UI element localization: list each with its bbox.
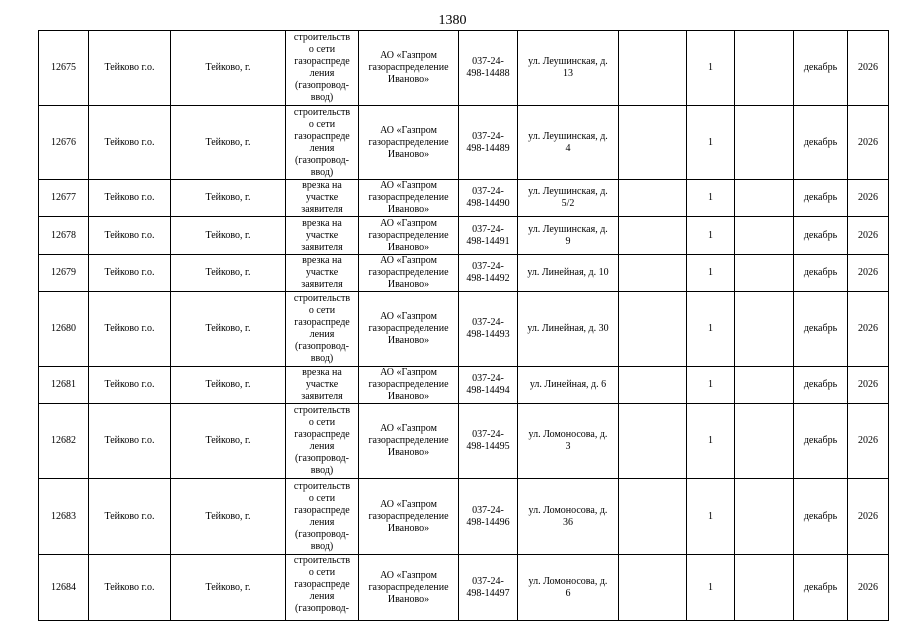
work-type-cell bbox=[286, 106, 359, 180]
address-cell-line: ул. Леушинская, д. bbox=[528, 223, 608, 235]
address-cell-line: 9 bbox=[565, 235, 571, 247]
code-cell-line: 037-24- bbox=[472, 130, 504, 142]
code-cell-line: 037-24- bbox=[472, 223, 504, 235]
work-type-cell-line: строительств bbox=[293, 405, 351, 416]
district-cell: Тейково г.о. bbox=[89, 31, 171, 106]
count-cell: 1 bbox=[687, 255, 735, 292]
address-cell bbox=[518, 292, 619, 367]
month-cell: декабрь bbox=[794, 367, 848, 404]
work-type-cell-line: участке bbox=[305, 229, 339, 241]
address-cell-line: 6 bbox=[565, 587, 571, 599]
work-type-cell-line: ления bbox=[309, 591, 335, 602]
work-type-cell-line: заявителя bbox=[301, 241, 343, 253]
empty-cell bbox=[735, 180, 794, 217]
empty-cell bbox=[735, 217, 794, 255]
work-type-cell-line: о сети bbox=[308, 417, 336, 428]
code-cell-line: 498-14488 bbox=[466, 68, 510, 79]
code-cell-line: 498-14491 bbox=[466, 235, 510, 247]
code-cell-line: 037-24- bbox=[472, 429, 504, 440]
empty-cell bbox=[735, 555, 794, 621]
organization-cell-line: газораспределение bbox=[368, 136, 449, 148]
work-type-cell-line: (газопровод- bbox=[295, 80, 349, 91]
address-cell-line: ул. Ломоносова, д. bbox=[528, 429, 608, 440]
record-number-cell: 12676 bbox=[39, 106, 89, 180]
organization-cell-line: АО «Газпром bbox=[380, 367, 437, 378]
month-cell: декабрь bbox=[794, 479, 848, 555]
organization-cell bbox=[359, 31, 459, 106]
organization-cell-line: Иваново» bbox=[387, 391, 430, 402]
empty-cell bbox=[619, 367, 687, 404]
organization-cell bbox=[359, 106, 459, 180]
work-type-cell-line: заявителя bbox=[301, 391, 343, 402]
work-type-cell-line: газораспреде bbox=[294, 504, 350, 516]
organization-cell-line: газораспределение bbox=[368, 192, 449, 203]
record-number-cell: 12678 bbox=[39, 217, 89, 255]
organization-cell-line: Иваново» bbox=[387, 335, 430, 346]
organization-cell-line: АО «Газпром bbox=[380, 124, 437, 136]
month-cell: декабрь bbox=[794, 555, 848, 621]
code-cell bbox=[459, 106, 518, 180]
year-cell: 2026 bbox=[848, 292, 889, 367]
work-type-cell-line: строительств bbox=[293, 555, 351, 566]
code-cell bbox=[459, 555, 518, 621]
code-cell-line: 037-24- bbox=[472, 261, 504, 272]
organization-cell-line: АО «Газпром bbox=[380, 498, 437, 510]
work-type-cell-line: ввод) bbox=[310, 540, 334, 552]
district-cell: Тейково г.о. bbox=[89, 479, 171, 555]
code-cell-line: 498-14494 bbox=[466, 385, 510, 396]
record-number-cell: 12677 bbox=[39, 180, 89, 217]
organization-cell-line: газораспределение bbox=[368, 435, 449, 446]
organization-cell bbox=[359, 217, 459, 255]
code-cell-line: 037-24- bbox=[472, 186, 504, 197]
work-type-cell-line: ления bbox=[309, 516, 335, 528]
year-cell: 2026 bbox=[848, 106, 889, 180]
code-cell-line: 498-14492 bbox=[466, 273, 510, 284]
month-cell: декабрь bbox=[794, 292, 848, 367]
work-type-cell bbox=[286, 180, 359, 217]
count-cell: 1 bbox=[687, 479, 735, 555]
address-cell-line: ул. Леушинская, д. bbox=[528, 186, 608, 197]
table-row bbox=[39, 180, 889, 217]
work-type-cell-line: газораспреде bbox=[294, 429, 350, 440]
work-type-cell-line: ления bbox=[309, 142, 335, 154]
record-number-cell: 12683 bbox=[39, 479, 89, 555]
table-row bbox=[39, 479, 889, 555]
organization-cell-line: АО «Газпром bbox=[380, 423, 437, 434]
record-number-cell: 12681 bbox=[39, 367, 89, 404]
district-cell: Тейково г.о. bbox=[89, 106, 171, 180]
empty-cell bbox=[619, 255, 687, 292]
code-cell-line: 037-24- bbox=[472, 56, 504, 67]
empty-cell bbox=[619, 31, 687, 106]
empty-cell bbox=[735, 31, 794, 106]
table-row bbox=[39, 106, 889, 180]
year-cell: 2026 bbox=[848, 367, 889, 404]
address-cell-line: ул. Линейная, д. 10 bbox=[527, 267, 609, 278]
month-cell: декабрь bbox=[794, 404, 848, 479]
record-number-cell: 12675 bbox=[39, 31, 89, 106]
table-row bbox=[39, 555, 889, 621]
work-type-cell-line: ления bbox=[309, 441, 335, 452]
count-cell: 1 bbox=[687, 217, 735, 255]
record-number-cell: 12679 bbox=[39, 255, 89, 292]
work-type-cell-line: ввод) bbox=[310, 92, 334, 103]
organization-cell bbox=[359, 404, 459, 479]
count-cell: 1 bbox=[687, 106, 735, 180]
table-row bbox=[39, 255, 889, 292]
address-cell-line: ул. Линейная, д. 6 bbox=[529, 379, 607, 390]
work-type-cell-line: газораспреде bbox=[294, 317, 350, 328]
address-cell bbox=[518, 367, 619, 404]
code-cell-line: 037-24- bbox=[472, 373, 504, 384]
empty-cell bbox=[735, 255, 794, 292]
month-cell: декабрь bbox=[794, 31, 848, 106]
organization-cell bbox=[359, 479, 459, 555]
code-cell bbox=[459, 31, 518, 106]
work-type-cell-line: ления bbox=[309, 329, 335, 340]
district-cell: Тейково г.о. bbox=[89, 255, 171, 292]
organization-cell-line: АО «Газпром bbox=[380, 255, 437, 266]
address-cell-line: 4 bbox=[565, 142, 571, 154]
table-row bbox=[39, 367, 889, 404]
table-row bbox=[39, 31, 889, 106]
district-cell: Тейково г.о. bbox=[89, 367, 171, 404]
code-cell bbox=[459, 479, 518, 555]
locality-cell: Тейково, г. bbox=[171, 106, 286, 180]
address-cell-line: 5/2 bbox=[561, 198, 575, 209]
address-cell bbox=[518, 404, 619, 479]
empty-cell bbox=[735, 404, 794, 479]
table-row bbox=[39, 404, 889, 479]
work-type-cell-line: (газопровод- bbox=[295, 341, 349, 352]
work-type-cell-line: заявителя bbox=[301, 204, 343, 215]
organization-cell-line: АО «Газпром bbox=[380, 180, 437, 191]
record-number-cell: 12680 bbox=[39, 292, 89, 367]
work-type-cell-line: (газопровод- bbox=[295, 453, 349, 464]
code-cell bbox=[459, 292, 518, 367]
organization-cell-line: АО «Газпром bbox=[380, 569, 437, 581]
work-type-cell-line: о сети bbox=[308, 44, 336, 55]
organization-cell-line: газораспределение bbox=[368, 62, 449, 73]
address-cell bbox=[518, 106, 619, 180]
organization-cell-line: АО «Газпром bbox=[380, 217, 437, 229]
year-cell: 2026 bbox=[848, 217, 889, 255]
code-cell-line: 498-14493 bbox=[466, 329, 510, 340]
code-cell-line: 498-14496 bbox=[466, 516, 510, 528]
count-cell: 1 bbox=[687, 555, 735, 621]
organization-cell-line: Иваново» bbox=[387, 593, 430, 605]
address-cell bbox=[518, 479, 619, 555]
address-cell-line: ул. Ломоносова, д. bbox=[528, 504, 608, 516]
address-cell-line: 36 bbox=[563, 516, 573, 528]
district-cell: Тейково г.о. bbox=[89, 180, 171, 217]
organization-cell-line: газораспределение bbox=[368, 323, 449, 334]
work-type-cell bbox=[286, 479, 359, 555]
work-type-cell-line: участке bbox=[305, 267, 339, 278]
year-cell: 2026 bbox=[848, 31, 889, 106]
work-type-cell bbox=[286, 367, 359, 404]
work-type-cell bbox=[286, 404, 359, 479]
count-cell: 1 bbox=[687, 180, 735, 217]
work-type-cell-line: строительств bbox=[293, 293, 351, 304]
work-type-cell-line: ввод) bbox=[310, 353, 334, 364]
address-cell-line: ул. Ломоносова, д. bbox=[528, 575, 608, 587]
month-cell: декабрь bbox=[794, 255, 848, 292]
work-type-cell-line: (газопровод- bbox=[295, 603, 349, 614]
address-cell-line: ул. Леушинская, д. bbox=[528, 56, 608, 67]
work-type-cell-line: строительств bbox=[293, 480, 351, 492]
organization-cell-line: газораспределение bbox=[368, 510, 449, 522]
year-cell: 2026 bbox=[848, 180, 889, 217]
organization-cell-line: газораспределение bbox=[368, 379, 449, 390]
work-type-cell-line: ления bbox=[309, 68, 335, 79]
address-cell-line: 3 bbox=[565, 441, 571, 452]
table-row bbox=[39, 292, 889, 367]
address-cell-line: ул. Леушинская, д. bbox=[528, 130, 608, 142]
year-cell: 2026 bbox=[848, 255, 889, 292]
work-type-cell-line: газораспреде bbox=[294, 579, 350, 590]
organization-cell-line: газораспределение bbox=[368, 229, 449, 241]
address-cell-line: ул. Линейная, д. 30 bbox=[527, 323, 609, 334]
year-cell: 2026 bbox=[848, 555, 889, 621]
organization-cell-line: газораспределение bbox=[368, 581, 449, 593]
code-cell bbox=[459, 180, 518, 217]
locality-cell: Тейково, г. bbox=[171, 479, 286, 555]
organization-cell bbox=[359, 255, 459, 292]
record-number-cell: 12682 bbox=[39, 404, 89, 479]
address-cell bbox=[518, 555, 619, 621]
code-cell-line: 037-24- bbox=[472, 317, 504, 328]
work-type-cell-line: о сети bbox=[308, 492, 336, 504]
work-type-cell-line: газораспреде bbox=[294, 130, 350, 142]
code-cell bbox=[459, 404, 518, 479]
work-type-cell-line: строительств bbox=[293, 106, 351, 118]
organization-cell-line: Иваново» bbox=[387, 241, 430, 253]
work-type-cell-line: ввод) bbox=[310, 465, 334, 476]
organization-cell-line: Иваново» bbox=[387, 447, 430, 458]
count-cell: 1 bbox=[687, 404, 735, 479]
work-type-cell-line: о сети bbox=[308, 305, 336, 316]
work-type-cell-line: о сети bbox=[308, 567, 336, 578]
work-type-cell-line: врезка на bbox=[302, 180, 342, 191]
code-cell-line: 498-14489 bbox=[466, 142, 510, 154]
address-cell bbox=[518, 255, 619, 292]
organization-cell bbox=[359, 367, 459, 404]
locality-cell: Тейково, г. bbox=[171, 555, 286, 621]
locality-cell: Тейково, г. bbox=[171, 31, 286, 106]
district-cell: Тейково г.о. bbox=[89, 404, 171, 479]
code-cell-line: 498-14490 bbox=[466, 198, 510, 209]
work-type-cell-line: врезка на bbox=[302, 367, 342, 378]
year-cell: 2026 bbox=[848, 404, 889, 479]
work-type-cell-line: о сети bbox=[308, 118, 336, 130]
district-cell: Тейково г.о. bbox=[89, 555, 171, 621]
address-cell bbox=[518, 180, 619, 217]
locality-cell: Тейково, г. bbox=[171, 180, 286, 217]
month-cell: декабрь bbox=[794, 217, 848, 255]
locality-cell: Тейково, г. bbox=[171, 217, 286, 255]
work-type-cell-line: участке bbox=[305, 192, 339, 203]
address-cell bbox=[518, 217, 619, 255]
empty-cell bbox=[619, 217, 687, 255]
work-type-cell bbox=[286, 31, 359, 106]
work-type-cell-line: (газопровод- bbox=[295, 154, 349, 166]
organization-cell bbox=[359, 292, 459, 367]
empty-cell bbox=[619, 292, 687, 367]
organization-cell-line: газораспределение bbox=[368, 267, 449, 278]
locality-cell: Тейково, г. bbox=[171, 367, 286, 404]
empty-cell bbox=[735, 367, 794, 404]
organization-cell-line: Иваново» bbox=[387, 148, 430, 160]
locality-cell: Тейково, г. bbox=[171, 292, 286, 367]
organization-cell-line: Иваново» bbox=[387, 204, 430, 215]
organization-cell-line: Иваново» bbox=[387, 279, 430, 290]
organization-cell-line: АО «Газпром bbox=[380, 311, 437, 322]
work-type-cell-line: заявителя bbox=[301, 279, 343, 290]
gas-works-table bbox=[38, 30, 889, 621]
work-type-cell bbox=[286, 292, 359, 367]
table-row bbox=[39, 217, 889, 255]
empty-cell bbox=[735, 479, 794, 555]
district-cell: Тейково г.о. bbox=[89, 217, 171, 255]
work-type-cell-line: (газопровод- bbox=[295, 528, 349, 540]
month-cell: декабрь bbox=[794, 106, 848, 180]
empty-cell bbox=[735, 106, 794, 180]
code-cell-line: 498-14497 bbox=[466, 587, 510, 599]
code-cell bbox=[459, 367, 518, 404]
record-number-cell: 12684 bbox=[39, 555, 89, 621]
work-type-cell-line: врезка на bbox=[302, 255, 342, 266]
count-cell: 1 bbox=[687, 292, 735, 367]
empty-cell bbox=[735, 292, 794, 367]
code-cell-line: 498-14495 bbox=[466, 441, 510, 452]
year-cell: 2026 bbox=[848, 479, 889, 555]
month-cell: декабрь bbox=[794, 180, 848, 217]
work-type-cell-line: ввод) bbox=[310, 166, 334, 178]
empty-cell bbox=[619, 555, 687, 621]
address-cell-line: 13 bbox=[563, 68, 573, 79]
organization-cell-line: Иваново» bbox=[387, 522, 430, 534]
address-cell bbox=[518, 31, 619, 106]
organization-cell-line: АО «Газпром bbox=[380, 50, 437, 61]
code-cell-line: 037-24- bbox=[472, 504, 504, 516]
work-type-cell-line: врезка на bbox=[302, 217, 342, 229]
empty-cell bbox=[619, 479, 687, 555]
work-type-cell bbox=[286, 555, 359, 621]
code-cell-line: 037-24- bbox=[472, 575, 504, 587]
organization-cell-line: Иваново» bbox=[387, 74, 430, 85]
locality-cell: Тейково, г. bbox=[171, 255, 286, 292]
code-cell bbox=[459, 255, 518, 292]
district-cell: Тейково г.о. bbox=[89, 292, 171, 367]
empty-cell bbox=[619, 180, 687, 217]
work-type-cell-line: участке bbox=[305, 379, 339, 390]
empty-cell bbox=[619, 404, 687, 479]
work-type-cell-line: газораспреде bbox=[294, 56, 350, 67]
locality-cell: Тейково, г. bbox=[171, 404, 286, 479]
count-cell: 1 bbox=[687, 31, 735, 106]
work-type-cell bbox=[286, 255, 359, 292]
organization-cell bbox=[359, 180, 459, 217]
empty-cell bbox=[619, 106, 687, 180]
count-cell: 1 bbox=[687, 367, 735, 404]
code-cell bbox=[459, 217, 518, 255]
work-type-cell-line: строительств bbox=[293, 32, 351, 43]
page-number: 1380 bbox=[438, 13, 467, 28]
organization-cell bbox=[359, 555, 459, 621]
work-type-cell bbox=[286, 217, 359, 255]
